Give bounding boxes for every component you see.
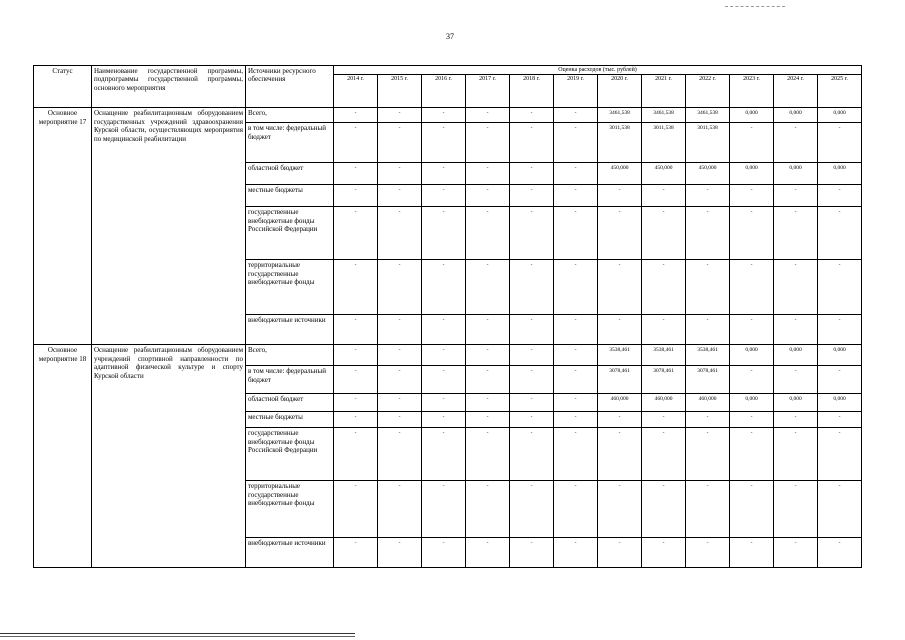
funding-source-cell: территориальные государственные внебюджетные фонды [246,260,334,315]
value-cell: - [334,428,378,481]
value-cell: - [466,481,510,538]
value-cell: - [730,538,774,568]
year-header: 2022 г. [686,75,730,108]
year-header: 2016 г. [422,75,466,108]
value-cell: - [686,428,730,481]
header-estimate: Оценка расходов (тыс. рублей) [334,66,862,75]
value-cell: - [686,207,730,260]
value-cell: - [466,366,510,394]
value-cell: - [818,260,862,315]
value-cell: 3538,461 [686,345,730,366]
value-cell: - [378,394,422,412]
value-cell: - [466,428,510,481]
value-cell: - [554,481,598,538]
value-cell: 460,000 [686,394,730,412]
funding-source-cell: внебюджетные источники [246,315,334,345]
value-cell: - [774,207,818,260]
value-cell: - [334,481,378,538]
funding-source-cell: Всего, [246,108,334,123]
value-cell: - [378,366,422,394]
value-cell: - [686,412,730,428]
funding-source-cell: государственные внебюджетные фонды Российской Федерации [246,207,334,260]
funding-source-cell: в том числе: федеральный бюджет [246,366,334,394]
value-cell: - [774,260,818,315]
year-header: 2015 г. [378,75,422,108]
value-cell: 450,000 [642,163,686,185]
funding-source-cell: в том числе: федеральный бюджет [246,123,334,163]
value-cell: - [378,207,422,260]
year-header: 2024 г. [774,75,818,108]
value-cell: - [730,260,774,315]
value-cell: - [730,315,774,345]
value-cell: - [466,260,510,315]
value-cell: - [554,366,598,394]
value-cell: - [510,366,554,394]
year-header: 2023 г. [730,75,774,108]
value-cell: - [422,481,466,538]
value-cell: - [510,108,554,123]
value-cell: 3461,538 [686,108,730,123]
value-cell: - [598,207,642,260]
value-cell: - [818,315,862,345]
value-cell: - [422,163,466,185]
value-cell: - [730,412,774,428]
value-cell: - [510,123,554,163]
table-row [34,345,862,366]
value-cell: 3538,461 [642,345,686,366]
value-cell: - [686,185,730,207]
value-cell: - [422,108,466,123]
value-cell: 0,000 [774,394,818,412]
funding-source-cell: местные бюджеты [246,185,334,207]
value-cell: 0,000 [730,394,774,412]
value-cell: - [818,123,862,163]
value-cell: - [466,345,510,366]
value-cell: - [554,394,598,412]
value-cell: - [598,538,642,568]
value-cell: - [554,108,598,123]
value-cell: - [334,163,378,185]
value-cell: - [466,123,510,163]
value-cell: - [598,428,642,481]
value-cell: 3078,461 [642,366,686,394]
value-cell: - [378,481,422,538]
value-cell: 0,000 [730,345,774,366]
value-cell: - [554,163,598,185]
status-cell: Основное мероприятие 17 [34,108,92,345]
value-cell: - [422,260,466,315]
value-cell: - [378,260,422,315]
header-sources: Источники ресурсного обеспечения [246,66,334,108]
value-cell: 460,000 [598,394,642,412]
year-header: 2019 г. [554,75,598,108]
value-cell: - [334,412,378,428]
value-cell: - [378,428,422,481]
value-cell: - [554,345,598,366]
value-cell: - [510,315,554,345]
value-cell: - [466,207,510,260]
value-cell: - [774,366,818,394]
value-cell: - [730,123,774,163]
value-cell: - [642,481,686,538]
bottom-scan-line [0,633,355,634]
value-cell: - [422,428,466,481]
value-cell: 0,000 [818,345,862,366]
value-cell: - [554,315,598,345]
value-cell: - [642,207,686,260]
value-cell: 0,000 [730,163,774,185]
value-cell: - [422,185,466,207]
value-cell: - [422,207,466,260]
value-cell: - [730,481,774,538]
value-cell: - [554,185,598,207]
value-cell: 0,000 [774,345,818,366]
value-cell: - [818,428,862,481]
value-cell: - [422,412,466,428]
funding-source-cell: местные бюджеты [246,412,334,428]
value-cell: 0,000 [818,163,862,185]
value-cell: - [334,345,378,366]
value-cell: 460,000 [642,394,686,412]
value-cell: - [510,207,554,260]
value-cell: - [334,315,378,345]
value-cell: 0,000 [774,163,818,185]
value-cell: - [466,394,510,412]
year-header: 2025 г. [818,75,862,108]
value-cell: - [466,315,510,345]
value-cell: - [642,428,686,481]
value-cell: - [510,538,554,568]
value-cell: - [422,538,466,568]
value-cell: 450,000 [686,163,730,185]
value-cell: - [510,428,554,481]
value-cell: - [510,185,554,207]
year-header: 2017 г. [466,75,510,108]
value-cell: - [378,108,422,123]
funding-source-cell: внебюджетные источники [246,538,334,568]
header-status: Статус [34,66,92,108]
value-cell: - [774,481,818,538]
value-cell: 0,000 [774,108,818,123]
header-row-top [34,66,862,75]
value-cell: - [334,538,378,568]
value-cell: - [378,185,422,207]
value-cell: - [466,163,510,185]
value-cell: 3461,538 [642,108,686,123]
value-cell: - [686,260,730,315]
value-cell: - [378,345,422,366]
value-cell: - [730,428,774,481]
value-cell: 3011,538 [642,123,686,163]
value-cell: - [466,108,510,123]
value-cell: - [818,412,862,428]
value-cell: 3011,538 [598,123,642,163]
funding-source-cell: областной бюджет [246,394,334,412]
funding-source-cell: государственные внебюджетные фонды Российской Федерации [246,428,334,481]
value-cell: - [378,123,422,163]
value-cell: - [334,108,378,123]
measure-name-cell: Оснащение реабилитационным оборудованием учреждений спортивной направленности по адаптивной физической культуре и спорту Курской области [92,345,246,568]
value-cell: - [510,345,554,366]
value-cell: - [774,185,818,207]
top-scan-line [725,6,785,7]
value-cell: - [466,412,510,428]
value-cell: - [774,315,818,345]
year-header: 2014 г. [334,75,378,108]
value-cell: - [422,366,466,394]
value-cell: - [818,366,862,394]
value-cell: - [818,481,862,538]
value-cell: - [554,412,598,428]
value-cell: - [378,538,422,568]
year-header: 2021 г. [642,75,686,108]
value-cell: - [466,538,510,568]
value-cell: - [642,538,686,568]
year-header: 2020 г. [598,75,642,108]
value-cell: 0,000 [730,108,774,123]
value-cell: - [730,185,774,207]
value-cell: - [422,315,466,345]
value-cell: - [642,260,686,315]
value-cell: - [334,366,378,394]
value-cell: - [686,481,730,538]
value-cell: - [818,207,862,260]
value-cell: 3078,461 [686,366,730,394]
value-cell: - [598,185,642,207]
value-cell: - [818,185,862,207]
value-cell: - [598,260,642,315]
value-cell: - [642,185,686,207]
value-cell: - [334,394,378,412]
value-cell: - [466,185,510,207]
value-cell: - [510,481,554,538]
value-cell: 3011,538 [686,123,730,163]
value-cell: - [510,394,554,412]
value-cell: - [598,315,642,345]
value-cell: - [510,260,554,315]
value-cell: - [598,412,642,428]
value-cell: - [334,123,378,163]
value-cell: - [774,412,818,428]
value-cell: - [554,207,598,260]
value-cell: - [686,315,730,345]
value-cell: - [422,394,466,412]
value-cell: - [554,123,598,163]
measure-name-cell: Оснащение реабилитационным оборудованием государственных учреждений здравоохранения Курской области, осуществляющих мероприятия по медицинской реабилитации [92,108,246,345]
value-cell: - [422,345,466,366]
value-cell: - [378,412,422,428]
funding-source-cell: областной бюджет [246,163,334,185]
value-cell: - [730,207,774,260]
value-cell: - [554,428,598,481]
value-cell: - [686,538,730,568]
value-cell: - [774,123,818,163]
table-row [34,108,862,123]
value-cell: 0,000 [818,394,862,412]
value-cell: - [334,260,378,315]
value-cell: - [334,207,378,260]
value-cell: - [378,163,422,185]
bottom-scan-line-2 [0,636,355,637]
value-cell: - [378,315,422,345]
value-cell: - [642,412,686,428]
value-cell: - [510,412,554,428]
value-cell: - [818,538,862,568]
value-cell: - [774,538,818,568]
year-header: 2018 г. [510,75,554,108]
status-cell: Основное мероприятие 18 [34,345,92,568]
value-cell: 3538,461 [598,345,642,366]
funding-source-cell: территориальные государственные внебюджетные фонды [246,481,334,538]
page-number: 37 [446,32,454,41]
value-cell: 3078,461 [598,366,642,394]
header-name: Наименование государственной программы, подпрограммы государственной программы, основного мероприятия [92,66,246,108]
budget-table [33,65,862,568]
value-cell: - [554,538,598,568]
table-body [34,108,862,568]
value-cell: - [510,163,554,185]
value-cell: 0,000 [818,108,862,123]
funding-source-cell: Всего, [246,345,334,366]
value-cell: - [642,315,686,345]
value-cell: - [422,123,466,163]
value-cell: 3461,538 [598,108,642,123]
value-cell: - [730,366,774,394]
value-cell: - [598,481,642,538]
value-cell: 450,000 [598,163,642,185]
value-cell: - [774,428,818,481]
value-cell: - [334,185,378,207]
value-cell: - [554,260,598,315]
